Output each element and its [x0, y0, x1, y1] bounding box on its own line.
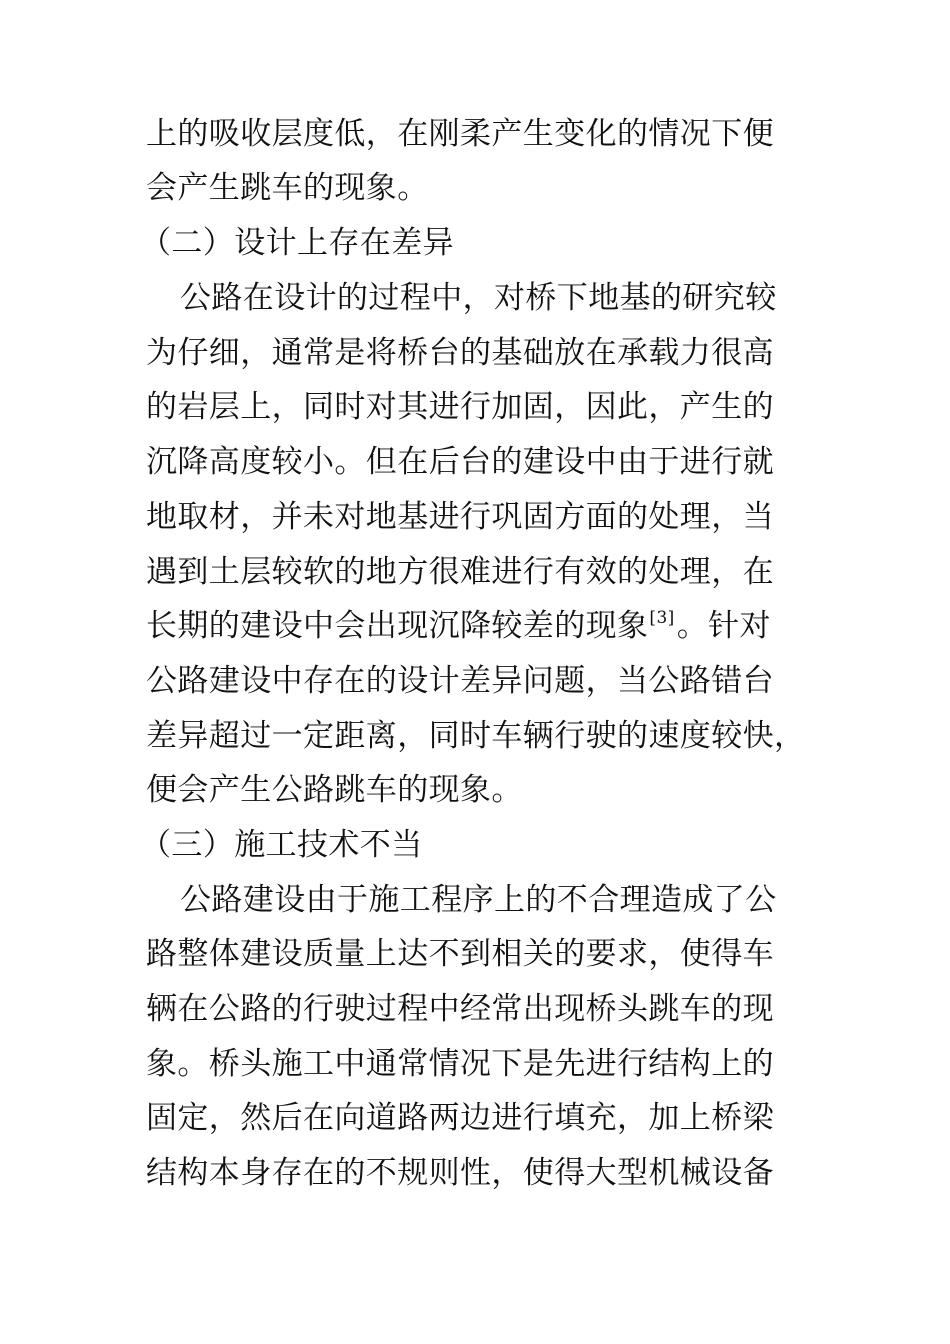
text-line: 结构本身存在的不规则性，使得大型机械设备	[146, 1155, 774, 1191]
text-line: 为仔细，通常是将桥台的基础放在承载力很高	[146, 335, 774, 371]
text-line-with-citation	[146, 606, 771, 651]
text-line: 固定，然后在向道路两边进行填充，加上桥梁	[146, 1100, 774, 1136]
text-line: 象。桥头施工中通常情况下是先进行结构上的	[146, 1046, 774, 1082]
text-line: 差异超过一定距离，同时车辆行驶的速度较快，	[146, 718, 806, 754]
text-line: 公路建设中存在的设计差异问题，当公路错台	[146, 663, 774, 699]
paragraph-first-line: 公路在设计的过程中，对桥下地基的研究较	[180, 280, 777, 316]
text-line: 会产生跳车的现象。	[146, 170, 429, 206]
text-line: 地取材，并未对地基进行巩固方面的处理，当	[146, 499, 774, 535]
citation-line-after: 。针对	[676, 608, 771, 644]
text-line: 沉降高度较小。但在后台的建设中由于进行就	[146, 444, 774, 480]
section-heading-3: （三）施工技术不当	[140, 827, 423, 863]
text-line: 遇到土层较软的地方很难进行有效的处理，在	[146, 554, 774, 590]
citation-ref: [3]	[649, 608, 675, 628]
text-line: 便会产生公路跳车的现象。	[146, 772, 523, 808]
paragraph-first-line: 公路建设由于施工程序上的不合理造成了公	[180, 882, 777, 918]
text-line: 的岩层上，同时对其进行加固，因此，产生的	[146, 389, 774, 425]
section-heading-2: （二）设计上存在差异	[140, 225, 454, 261]
citation-line-before: 长期的建设中会出现沉降较差的现象	[146, 608, 649, 644]
text-line: 上的吸收层度低，在刚柔产生变化的情况下便	[146, 116, 774, 152]
text-line: 辆在公路的行驶过程中经常出现桥头跳车的现	[146, 991, 774, 1027]
text-line: 路整体建设质量上达不到相关的要求，使得车	[146, 936, 774, 972]
